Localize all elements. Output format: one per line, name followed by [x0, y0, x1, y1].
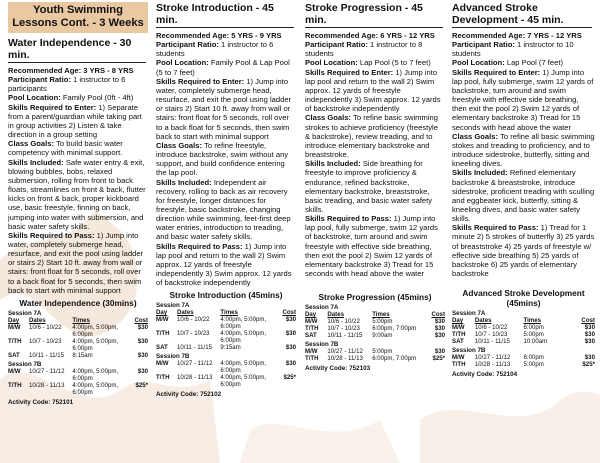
row-cost: $30	[434, 348, 445, 356]
row-cost: $25*	[283, 374, 296, 382]
col-header-day: Day	[305, 311, 317, 319]
session-7b-label: Session 7B	[156, 353, 190, 361]
row-dates: 10/28 - 11/13	[327, 355, 363, 363]
schedule-table	[156, 360, 296, 388]
session-7b-label: Session 7B	[8, 360, 42, 368]
row-cost: $30	[584, 354, 595, 362]
class-goals: Class Goals: To refine basic swimming strokes to achieve proficiency (freestyle & backstroke), review treading, and to introduce elementary backstroke and breaststroke.	[305, 113, 438, 160]
row-times: 6:00pm	[523, 324, 544, 332]
row-day: M/W	[305, 348, 318, 356]
row-dates: 10/27 - 11/12	[177, 360, 213, 368]
row-dates: 10/27 - 11/12	[474, 354, 511, 362]
row-dates: 10/7 - 10/23	[177, 330, 210, 338]
row-day: M/W	[156, 316, 169, 324]
schedule-title: Advanced Stroke Development (45mins)	[462, 288, 585, 309]
col-header-day: Day	[452, 317, 464, 325]
row-times: 6:00pm, 7:00pm	[372, 355, 417, 363]
row-cost: $30	[434, 318, 445, 326]
row-times: 8:15am	[72, 351, 93, 359]
skills-to-enter: Skills Required to Enter: 1) Jump into water, completely submerge head, resurface, and exit the pool using ladder or stairs 2) Start 10 ft. away from wall or stairs: front float for 5 seconds, roll over to a back float for 5 seconds, then swim back to start with minimal support	[156, 76, 292, 141]
schedule-title: Water Independence (30mins)	[19, 297, 137, 308]
row-cost: $30	[434, 332, 445, 340]
row-cost: $30	[137, 323, 148, 331]
activity-code: Activity Code: 752104	[452, 371, 518, 379]
col-header-dates: Dates	[29, 316, 46, 324]
row-day: M/W	[8, 367, 21, 375]
row-cost: $30	[137, 351, 148, 359]
row-dates: 10/6 - 10/22	[474, 324, 508, 332]
recommended-age: Recommended Age: 5 YRS - 9 YRS	[156, 31, 282, 40]
column-stroke-progression	[305, 0, 445, 372]
session-7a-label: Session 7A	[156, 302, 190, 310]
row-dates: 10/28 - 11/13	[177, 374, 213, 382]
col-header-day: Day	[156, 309, 168, 317]
row-cost: $30	[285, 316, 296, 324]
section-title: Water Independence - 30 min.	[8, 37, 132, 61]
row-day: SAT	[305, 332, 317, 340]
recommended-age: Recommended Age: 6 YRS - 12 YRS	[305, 31, 435, 40]
schedule-table	[305, 348, 445, 362]
participant-ratio: Participant Ratio: 1 instructor to 10 students	[452, 40, 574, 59]
schedule-table	[452, 317, 595, 345]
participant-ratio: Participant Ratio: 1 instructor to 6 students	[156, 40, 274, 59]
row-cost: $25*	[135, 381, 148, 389]
row-cost: $25*	[582, 361, 595, 369]
session-7a-label: Session 7A	[452, 310, 486, 318]
skills-included: Skills Included: Safe water entry & exit, blowing bubbles, bobs, relaxed submersion, rolling from front to back floats, streamlines on front & back, flutter kicks on front & back, proper kickboard use, basic freestyle, finning on back, jumping into water with submersion, and basic water safety skills.	[8, 157, 146, 231]
row-cost: $30	[434, 325, 445, 333]
row-times: 5:00pm	[523, 331, 544, 339]
skills-to-pass: Skills Required to Pass: 1) Jump into lap pool, fully submerge, swim 12 yards of backstroke, turn around and swim freestyle with effective side breathing, then exit the pool 2) Swim 12 yards of elementary backstroke 3) Tread for 15 seconds with head above the water	[305, 214, 438, 279]
col-header-dates: Dates	[177, 309, 194, 317]
row-times: 6:00pm	[523, 354, 544, 362]
skills-to-pass: Skills Required to Pass: 1) Tread for 1 minute 2) 5 strokes of butterfly 3) 25 yards of breaststroke 4) 25 yards of freestyle w/ effective side breathing 5) 25 yards of backstroke 6) 25 yards of elementary backstroke	[452, 223, 595, 279]
pool-location: Pool Location: Lap Pool (5 to 7 feet)	[305, 58, 431, 68]
row-dates: 10/11 - 11/15	[29, 351, 65, 359]
col-header-cost: Cost	[282, 309, 296, 317]
col-header-cost: Cost	[581, 317, 595, 325]
schedule-table	[452, 354, 595, 368]
row-dates: 10/11 - 11/15	[177, 344, 213, 352]
row-dates: 10/6 - 10/22	[29, 323, 62, 331]
schedule-table	[8, 368, 148, 396]
row-dates: 10/7 - 10/23	[327, 325, 360, 333]
skills-included: Skills Included: Side breathing for freestyle to improve proficiency & endurance, refined backstroke, elementary backstroke, breaststroke, basic treading, and basic water safety skills.	[305, 159, 433, 214]
row-times: 5:00pm	[523, 361, 544, 369]
row-times: 4:00pm, 5:00pm, 6:00pm	[220, 330, 267, 345]
col-header-cost: Cost	[134, 316, 148, 324]
row-day: T/TH	[156, 374, 170, 382]
col-header-dates: Dates	[327, 311, 344, 319]
schedule-table	[305, 311, 445, 339]
row-cost: $30	[285, 330, 296, 338]
row-day: T/TH	[452, 361, 466, 369]
schedule-title: Stroke Progression (45mins)	[318, 292, 432, 303]
recommended-age: Recommended Age: 3 YRS - 8 YRS	[8, 66, 134, 75]
title-underline	[8, 62, 146, 63]
row-dates: 10/6 - 10/22	[177, 316, 210, 324]
row-day: M/W	[156, 360, 169, 368]
row-cost: $25*	[432, 355, 445, 363]
row-times: 4:00pm, 5:00pm, 6:00pm	[220, 360, 267, 375]
row-cost: $30	[285, 344, 296, 352]
row-day: T/TH	[8, 381, 22, 389]
pool-location: Pool Location: Family Pool & Lap Pool (5 to 7 feet)	[156, 58, 290, 77]
row-times: 5:00pm	[372, 318, 393, 326]
row-times: 9:15am	[220, 344, 241, 352]
row-cost: $30	[584, 338, 595, 346]
row-cost: $30	[137, 367, 148, 375]
row-day: SAT	[452, 338, 464, 346]
row-dates: 10/27 - 11/12	[327, 348, 363, 356]
col-header-cost: Cost	[431, 311, 445, 319]
column-advanced-stroke-development	[452, 0, 595, 378]
class-goals: Class Goals: To refine all basic swimming stokes and treading to proficiency, and to introduce sidestroke, butterfly, sitting and kneeling dives.	[452, 131, 595, 169]
section-title: Advanced Stroke Development - 45 min.	[452, 2, 564, 26]
session-7a-label: Session 7A	[8, 309, 42, 317]
schedule-title: Stroke Introduction (45mins)	[169, 290, 283, 301]
pool-location: Pool Location: Lap Pool (7 feet)	[452, 58, 563, 68]
row-cost: $30	[285, 360, 296, 368]
class-goals: Class Goals: To refine freestyle, introduce backstroke, swim without any support, and build confidence entering the lap pool.	[156, 140, 289, 178]
row-dates: 10/6 - 10/22	[327, 318, 360, 326]
activity-code: Activity Code: 752102	[156, 391, 222, 399]
row-times: 9:00am	[372, 332, 393, 340]
schedule-table	[156, 309, 296, 351]
skills-to-pass: Skills Required to Pass: 1) Jump into lap pool and return to the wall 2) Swim approx. 12 yards of freestyle independently 3) Swim approx. 12 yards of backstroke independently	[156, 241, 292, 288]
row-times: 4:00pm, 5:00pm, 6:00pm	[72, 367, 119, 382]
col-header-times: Times	[372, 311, 390, 319]
schedule-table	[8, 317, 148, 359]
row-day: M/W	[452, 354, 465, 362]
row-day: SAT	[156, 344, 168, 352]
row-times: 4:00pm, 5:00pm, 6:00pm	[72, 323, 119, 338]
row-times: 4:00pm, 5:00pm, 6:00pm	[220, 316, 267, 331]
title-underline	[305, 27, 443, 28]
skills-to-enter: Skills Required to Enter: 1) Jump into lap pool and return to the wall 2) Swim approx. 12 yards of freestyle independently 3) Swim approx. 12 yards of backstroke independently	[305, 67, 441, 114]
activity-code: Activity Code: 752103	[305, 365, 371, 373]
recommended-age: Recommended Age: 7 YRS - 12 YRS	[452, 31, 582, 40]
row-times: 4:00pm, 5:00pm, 6:00pm	[72, 381, 119, 396]
skills-included: Skills Included: Refined elementary backstroke & breaststroke, introduce sidestroke, proficient treading with sculling and eggbeater kick, butterfly, sitting & kneeling dives, and basic water safety skills.	[452, 168, 595, 224]
row-dates: 10/27 - 11/12	[29, 367, 65, 375]
row-day: M/W	[8, 323, 21, 331]
row-times: 6:00pm, 7:00pm	[372, 325, 417, 333]
col-header-times: Times	[72, 316, 90, 324]
row-day: T/TH	[452, 331, 466, 339]
row-dates: 10/28 - 11/13	[29, 381, 65, 389]
skills-to-enter: Skills Required to Enter: 1) Separate from a parent/guardian while taking part in group activities 2) Listen & take direction in a group setting	[8, 102, 142, 140]
title-underline	[452, 27, 592, 28]
column-stroke-introduction	[156, 0, 296, 398]
row-cost: $30	[584, 324, 595, 332]
col-header-dates: Dates	[474, 317, 492, 325]
row-day: T/TH	[156, 330, 170, 338]
row-day: T/TH	[305, 325, 319, 333]
col-header-day: Day	[8, 316, 20, 324]
session-7a-label: Session 7A	[305, 304, 339, 312]
row-day: T/TH	[8, 337, 22, 345]
row-dates: 10/11 - 11/15	[327, 332, 363, 340]
row-day: M/W	[452, 324, 465, 332]
session-7b-label: Session 7B	[452, 347, 486, 355]
row-day: SAT	[8, 351, 20, 359]
row-dates: 10/11 - 11/15	[474, 338, 510, 346]
skills-to-pass: Skills Required to Pass: 1) Jump into water, completely submerge head, resurface, and exit the pool using ladder or stairs 2) Start 10 ft. away from wall or stairs: front float for 5 seconds, roll over to a back float for 5 seconds, then swim back to start with minimal support	[8, 230, 144, 295]
title-underline	[156, 27, 294, 28]
section-title: Stroke Introduction - 45 min.	[156, 2, 274, 26]
section-title: Stroke Progression - 45 min.	[305, 2, 423, 26]
skills-included: Skills Included: Independent air recovery, rolling to back as air recovery for freestyle, longer distances for freestyle, basic backstroke, changing direction while swimming, feet-first deep water entries, introduction to treading, and basic water safety skills.	[156, 177, 291, 242]
col-header-times: Times	[523, 317, 541, 325]
row-dates: 10/7 - 10/23	[474, 331, 508, 339]
row-times: 4:00pm, 5:00pm, 6:00pm	[72, 337, 119, 352]
row-dates: 10/28 - 11/13	[474, 361, 511, 369]
activity-code: Activity Code: 752101	[8, 398, 74, 406]
participant-ratio: Participant Ratio: 1 instructor to 8 students	[305, 40, 423, 59]
row-times: 10:00am	[523, 338, 548, 346]
row-cost: $30	[137, 337, 148, 345]
row-dates: 10/7 - 10/23	[29, 337, 62, 345]
page-header: Youth Swimming Lessons Cont. - 3 Weeks	[8, 2, 148, 33]
row-day: T/TH	[305, 355, 319, 363]
column-water-independence	[8, 0, 148, 406]
row-times: 5:00pm	[372, 348, 393, 356]
session-7b-label: Session 7B	[305, 341, 339, 349]
col-header-times: Times	[220, 309, 238, 317]
row-day: M/W	[305, 318, 318, 326]
row-cost: $30	[584, 331, 595, 339]
skills-to-enter: Skills Required to Enter: 1) Jump into lap pool, fully submerge, swim 12 yards of backstroke, turn around and swim freestyle with effective side breathing, then exit the pool 2) Swim 12 yards of elementary backstroke 3) Tread for 15 seconds with head above the water	[452, 67, 594, 132]
class-goals: Class Goals: To build basic water competency with minimal support.	[8, 139, 123, 158]
participant-ratio: Participant Ratio: 1 instructor to 6 participants	[8, 75, 126, 94]
pool-location: Pool Location: Family Pool (0ft - 4ft)	[8, 93, 134, 103]
row-times: 4:00pm, 5:00pm, 6:00pm	[220, 374, 267, 389]
